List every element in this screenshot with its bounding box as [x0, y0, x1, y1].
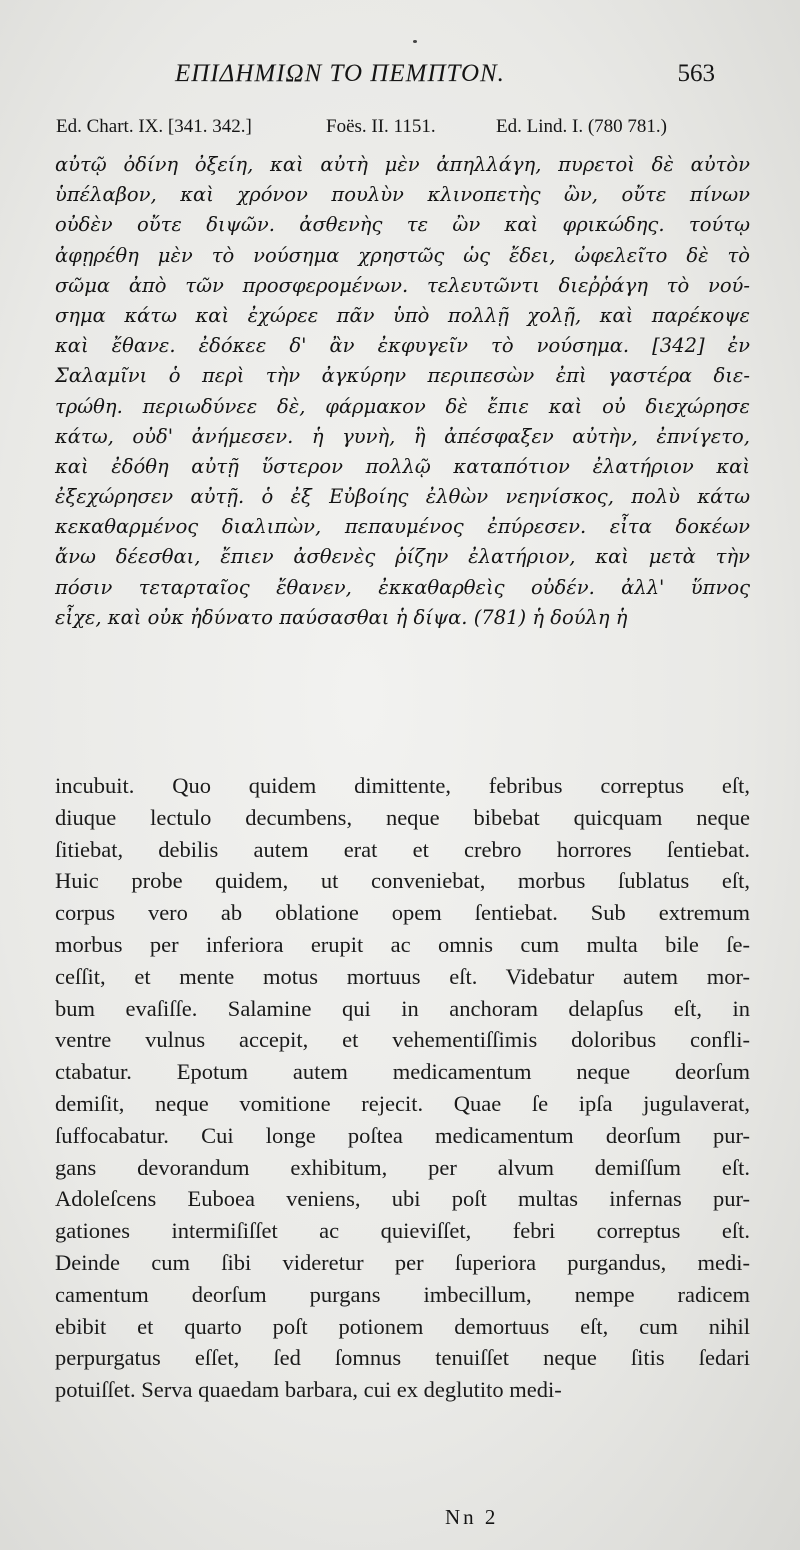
- greek-text-block: [55, 150, 750, 633]
- ink-speck: [413, 40, 417, 43]
- greek-line: καὶ ἐδόθη αὐτῇ ὕστερον πολλῷ καταπότιον ἐλατήριον καὶ: [55, 454, 750, 478]
- ref-foes: Foës. II. 1151.: [326, 116, 436, 137]
- latin-line: perpurgatus eſſet, ſed ſomnus tenuiſſet neque ſitis ſedari: [55, 1345, 750, 1371]
- greek-line: εἶχε, καὶ οὐκ ἠδύνατο παύσασθαι ἡ δίψα. (781) ἡ δούλη ἡ: [55, 605, 628, 629]
- greek-line: σῶμα ἀπὸ τῶν προσφερομένων. τελευτῶντι διεῤῥάγη τὸ νού-: [55, 273, 750, 297]
- latin-line: Adoleſcens Euboea veniens, ubi poſt multas infernas pur-: [55, 1186, 750, 1212]
- greek-line: καὶ ἔθανε. ἐδόκεε δ' ἂν ἐκφυγεῖν τὸ νούσημα. [342] ἐν: [55, 334, 750, 358]
- greek-line: σημα κάτω καὶ ἐχώρεε πᾶν ὑπὸ πολλῇ χολῇ, καὶ παρέκοψε: [55, 303, 750, 327]
- latin-line: corpus vero ab oblatione opem ſentiebat. Sub extremum: [55, 900, 750, 926]
- ref-linden: Ed. Lind. I. (780 781.): [496, 116, 667, 137]
- latin-line: ſuffocabatur. Cui longe poſtea medicamentum deorſum pur-: [55, 1122, 750, 1148]
- latin-line: ceſſit, et mente motus mortuus eſt. Videbatur autem mor-: [55, 963, 750, 989]
- latin-line: bum evaſiſſe. Salamine qui in anchoram delapſus eſt, in: [55, 995, 750, 1021]
- signature-mark: Nn 2: [445, 1505, 499, 1529]
- latin-line: ebibit et quarto poſt potionem demortuus eſt, cum nihil: [55, 1313, 750, 1339]
- latin-line: gans devorandum exhibitum, per alvum demiſſum eſt.: [55, 1154, 750, 1180]
- running-title: ΕΠΙΔΗΜΙΩΝ ΤΟ ΠΕΜΠΤΟΝ.: [175, 60, 505, 87]
- latin-line: demiſit, neque vomitione rejecit. Quae ſe ipſa jugulaverat,: [55, 1090, 750, 1116]
- greek-line: κεκαθαρμένος διαλιπὼν, πεπαυμένος ἐπύρεσεν. εἶτα δοκέων: [55, 515, 750, 539]
- latin-text-block: [55, 770, 750, 1406]
- greek-line: αὐτῷ ὀδίνη ὀξείη, καὶ αὐτὴ μὲν ἀπηλλάγη, πυρετοὶ δὲ αὐτὸν: [55, 153, 750, 176]
- ref-chartier: Ed. Chart. IX. [341. 342.]: [56, 116, 252, 137]
- latin-line: gationes intermiſiſſet ac quieviſſet, febri correptus eſt.: [55, 1218, 750, 1244]
- latin-line: ctabatur. Epotum autem medicamentum neque deorſum: [55, 1059, 750, 1085]
- latin-line: incubuit. Quo quidem dimittente, febribus correptus eſt,: [55, 773, 750, 798]
- greek-line: ἄνω δέεσθαι, ἔπιεν ἀσθενὲς ῥίζην ἐλατήριον, καὶ μετὰ τὴν: [55, 545, 750, 569]
- greek-line: Σαλαμῖνι ὁ περὶ τὴν ἀγκύρην περιπεσὼν ἐπὶ γαστέρα διε-: [55, 364, 750, 388]
- greek-line: οὐδὲν οὔτε διψῶν. ἀσθενὴς τε ὢν καὶ φρικώδης. τούτῳ: [55, 213, 750, 237]
- greek-line: τρώθη. περιωδύνεε δὲ, φάρμακον δὲ ἔπιε καὶ οὐ διεχώρησε: [55, 394, 750, 418]
- latin-line: ventre vulnus accepit, et vehementiſſimis doloribus confli-: [55, 1027, 750, 1053]
- greek-line: πόσιν τεταρταῖος ἔθανεν, ἐκκαθαρθεὶς οὐδέν. ἀλλ' ὕπνος: [55, 575, 750, 599]
- latin-line: Deinde cum ſibi videretur per ſuperiora purgandus, medi-: [55, 1249, 750, 1275]
- latin-line: potuiſſet. Serva quaedam barbara, cui ex deglutito medi-: [55, 1377, 562, 1403]
- latin-line: Huic probe quidem, ut conveniebat, morbus ſublatus eſt,: [55, 868, 750, 894]
- greek-line: κάτω, οὐδ' ἀνήμεσεν. ἡ γυνὴ, ἣ ἀπέσφαξεν αὐτὴν, ἐπνίγετο,: [55, 424, 750, 448]
- greek-line: ὑπέλαβον, καὶ χρόνον πουλὺν κλινοπετὴς ὢν, οὔτε πίνων: [55, 183, 750, 207]
- latin-line: morbus per inferiora erupit ac omnis cum multa bile ſe-: [55, 931, 750, 957]
- greek-line: ἐξεχώρησεν αὐτῇ. ὁ ἐξ Εὐβοίης ἐλθὼν νεηνίσκος, πολὺ κάτω: [55, 485, 750, 509]
- latin-line: camentum deorſum purgans imbecillum, nempe radicem: [55, 1281, 750, 1307]
- page-header: [175, 60, 715, 100]
- greek-line: ἀφῃρέθη μὲν τὸ νούσημα χρηστῶς ὡς ἔδει, ὠφελεῖτο δὲ τὸ: [55, 243, 750, 267]
- latin-line: diuque lectulo decumbens, neque bibebat quicquam neque: [55, 804, 750, 830]
- latin-line: ſitiebat, debilis autem erat et crebro horrores ſentiebat.: [55, 836, 750, 862]
- edition-references: [56, 116, 746, 146]
- page-number: 563: [677, 60, 715, 87]
